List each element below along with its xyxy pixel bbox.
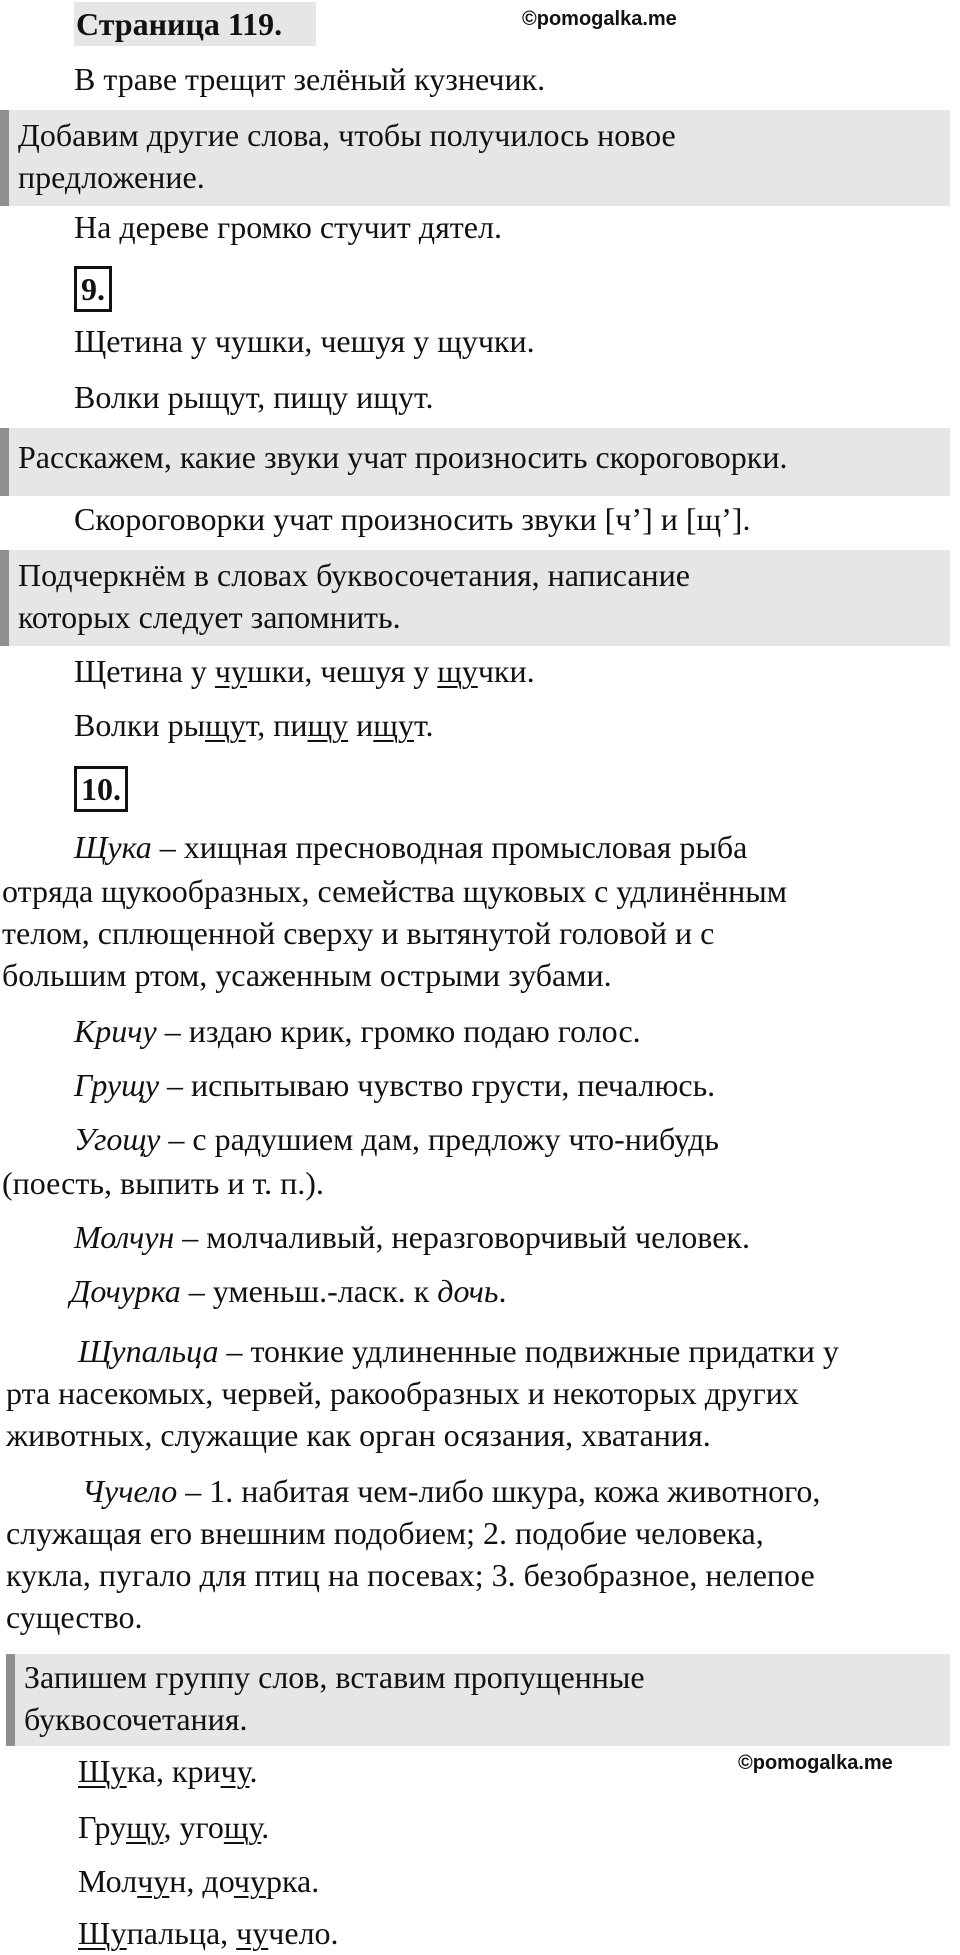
text-part: и	[348, 707, 374, 743]
task-note-2: Расскажем, какие звуки учат произносить скороговорки.	[0, 428, 950, 496]
text-part: , уго	[163, 1809, 224, 1845]
sentence-4: Волки рыщут, пищу ищут.	[74, 379, 434, 415]
definition-shchuka-line-3: телом, сплющенной сверху и вытянутой головой и с	[2, 915, 715, 951]
reference-word: дочь	[437, 1273, 499, 1309]
definition-shchupaltsa-line-2: рта насекомых, червей, ракообразных и некоторых других	[6, 1375, 799, 1411]
task-note-3-line-1: Подчеркнём в словах буквосочетания, написание	[18, 557, 690, 593]
sentence-3: Щетина у чушки, чешуя у щучки.	[74, 323, 535, 359]
underlined-letters: щу	[437, 653, 478, 689]
text-part: Волки ры	[74, 707, 206, 743]
underlined-letters: щу	[307, 707, 349, 743]
term: Молчун	[74, 1219, 175, 1255]
sentence-5: Скороговорки учат произносить звуки [ч’] и [щ’].	[74, 501, 751, 537]
text-part: Щетина у	[74, 653, 215, 689]
text-part: чело.	[268, 1915, 339, 1951]
definition-text: – испытываю чувство грусти, печалюсь.	[159, 1067, 716, 1103]
text-part: т, пи	[245, 707, 308, 743]
text-part: шки, чешуя у	[247, 653, 438, 689]
term: Щупальца	[78, 1333, 219, 1369]
term: Угощу	[74, 1121, 161, 1157]
text-part: .	[498, 1273, 507, 1309]
definition-krichu	[74, 1010, 641, 1052]
definition-text: – тонкие удлиненные подвижные придатки у	[218, 1333, 839, 1369]
underlined-letters: чу	[137, 1863, 170, 1899]
task-note-1-line-1: Добавим другие слова, чтобы получилось новое	[18, 117, 676, 153]
text-part: н, до	[169, 1863, 234, 1899]
definition-shchupaltsa-line-1	[78, 1330, 839, 1372]
exercise-number-9: 9.	[74, 266, 112, 312]
definition-grushchu	[74, 1064, 715, 1106]
definition-text: – издаю крик, громко подаю голос.	[156, 1013, 641, 1049]
page-title: Страница 119.	[74, 2, 316, 46]
underlined-letters: щу	[373, 707, 414, 743]
sentence-1: В траве трещит зелёный кузнечик.	[74, 61, 546, 97]
sentence-7-underlined	[74, 704, 434, 746]
definition-text: – молчаливый, неразговорчивый человек.	[174, 1219, 750, 1255]
term: Кричу	[74, 1013, 157, 1049]
definition-chuchelo-line-3: кукла, пугало для птиц на посевах; 3. безобразное, нелепое	[6, 1557, 815, 1593]
text-part: т.	[413, 707, 434, 743]
underlined-letters: Щу	[78, 1915, 127, 1951]
watermark: ©pomogalka.me	[738, 1752, 893, 1774]
definition-ugoshchu-line-2: (поесть, выпить и т. п.).	[2, 1165, 324, 1201]
task-note-1	[0, 110, 950, 206]
exercise-number-10: 10.	[74, 766, 128, 812]
task-note-4	[6, 1654, 950, 1746]
word-group-1	[78, 1750, 258, 1792]
definition-text: – с радушием дам, предложу что-нибудь	[160, 1121, 719, 1157]
watermark: ©pomogalka.me	[522, 8, 677, 30]
task-note-3	[0, 550, 950, 646]
text-part: .	[249, 1753, 258, 1789]
definition-molchun	[74, 1216, 750, 1258]
definition-ugoshchu-line-1	[74, 1118, 719, 1160]
definition-dochurka	[70, 1270, 506, 1312]
definition-text: – уменьш.-ласк. к	[180, 1273, 438, 1309]
underlined-letters: Щу	[78, 1753, 127, 1789]
task-note-1-line-2: предложение.	[18, 159, 205, 195]
term: Дочурка	[70, 1273, 181, 1309]
text-part: пальца,	[126, 1915, 237, 1951]
text-part: чки.	[477, 653, 535, 689]
task-note-4-line-1: Запишем группу слов, вставим пропущенные	[24, 1659, 645, 1695]
text-part: Гру	[78, 1809, 127, 1845]
word-group-3	[78, 1860, 319, 1902]
underlined-letters: чу	[220, 1753, 250, 1789]
term: Грущу	[74, 1067, 160, 1103]
definition-shchuka-line-1	[74, 826, 747, 868]
underlined-letters: щу	[205, 707, 246, 743]
definition-chuchelo-line-1	[82, 1470, 820, 1512]
definition-text: – хищная пресноводная промысловая рыба	[151, 829, 748, 865]
word-group-2	[78, 1806, 269, 1848]
task-note-4-line-2: буквосочетания.	[24, 1701, 248, 1737]
text-part: .	[261, 1809, 270, 1845]
definition-chuchelo-line-4: существо.	[6, 1599, 143, 1635]
task-note-3-line-2: которых следует запомнить.	[18, 599, 401, 635]
underlined-letters: щу	[126, 1809, 164, 1845]
underlined-letters: щу	[223, 1809, 262, 1845]
sentence-2: На дереве громко стучит дятел.	[74, 209, 502, 245]
underlined-letters: чу	[214, 653, 248, 689]
definition-shchupaltsa-line-3: животных, служащие как орган осязания, хватания.	[6, 1417, 711, 1453]
definition-shchuka-line-2: отряда щукообразных, семейства щуковых с удлинённым	[2, 873, 787, 909]
term: Щука	[74, 829, 152, 865]
underlined-letters: чу	[236, 1915, 269, 1951]
text-part: ка, кри	[126, 1753, 221, 1789]
underlined-letters: чу	[233, 1863, 266, 1899]
definition-shchuka-line-4: большим ртом, усаженным острыми зубами.	[2, 957, 612, 993]
definition-text: – 1. набитая чем-либо шкура, кожа животного,	[177, 1473, 821, 1509]
text-part: Мол	[78, 1863, 138, 1899]
definition-chuchelo-line-2: служащая его внешним подобием; 2. подобие человека,	[6, 1515, 764, 1551]
word-group-4	[78, 1912, 339, 1954]
term: Чучело	[82, 1473, 178, 1509]
text-part: рка.	[265, 1863, 320, 1899]
sentence-6-underlined	[74, 650, 535, 692]
